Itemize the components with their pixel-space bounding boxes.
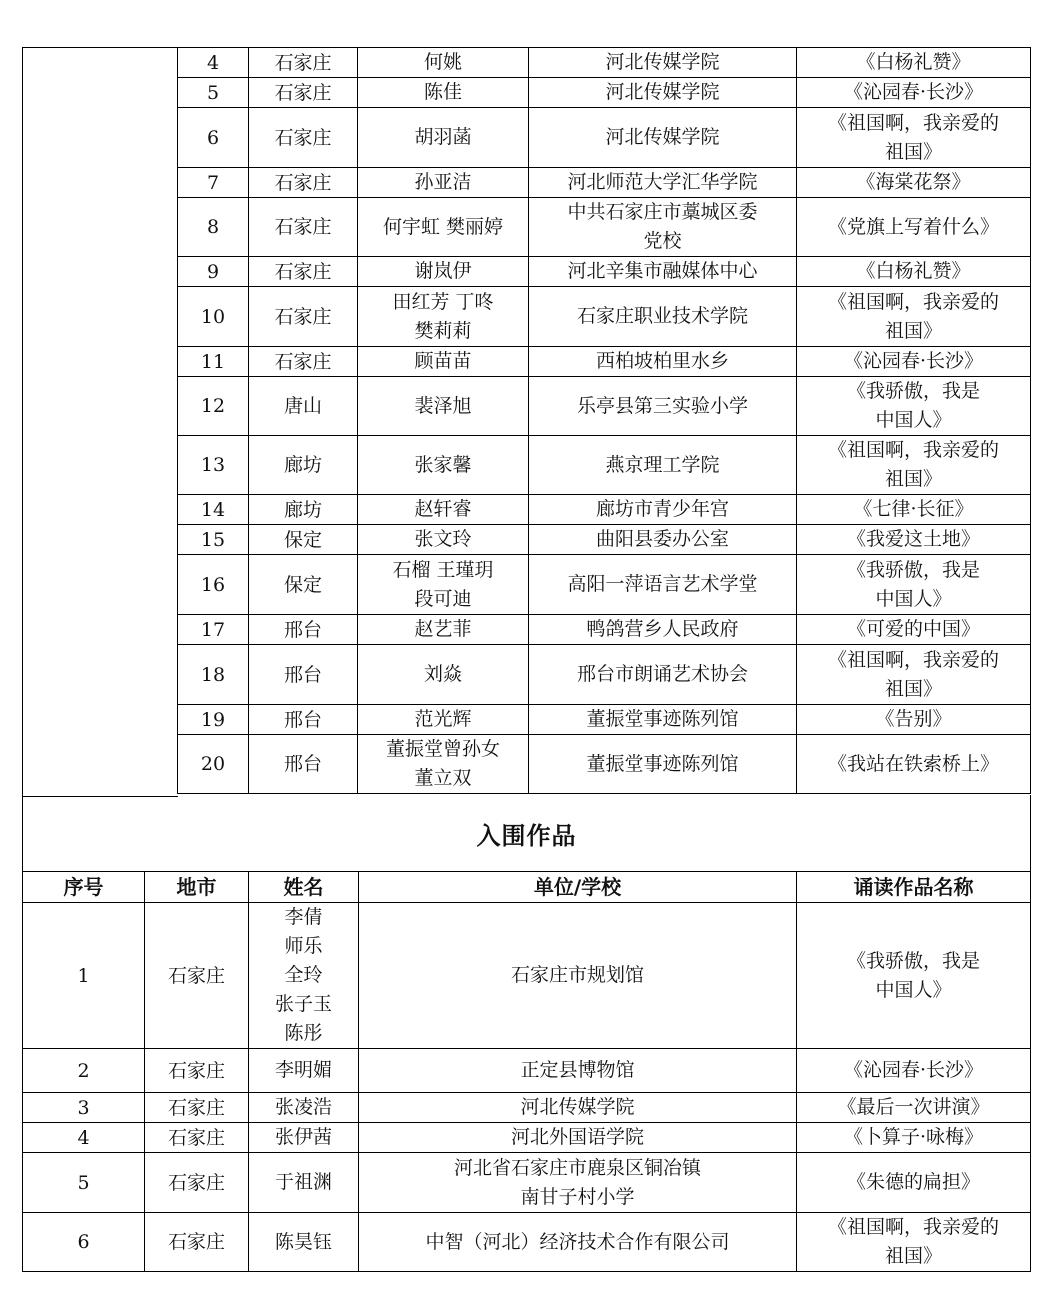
cell-city: 石家庄 <box>249 78 358 108</box>
cell-no: 6 <box>23 1213 145 1272</box>
cell-name <box>249 1213 359 1272</box>
cell-unit-line: 河北传媒学院 <box>520 1096 635 1118</box>
cell-name <box>249 1049 359 1093</box>
cell-no: 13 <box>178 436 249 495</box>
cell-city: 邢台 <box>249 645 358 705</box>
cell-unit <box>529 168 797 198</box>
cell-unit <box>529 525 797 555</box>
cell-name <box>358 48 529 78</box>
cell-city: 石家庄 <box>145 1123 249 1153</box>
cell-unit-line: 鸭鸽营乡人民政府 <box>586 618 739 640</box>
cell-work <box>797 555 1031 615</box>
header-unit: 单位/学校 <box>359 872 797 903</box>
cell-work <box>797 903 1031 1049</box>
cell-unit-line: 董振堂事迹陈列馆 <box>586 752 739 775</box>
cell-no: 4 <box>178 48 249 78</box>
cell-work-line: 《祖国啊，我亲爱的 <box>827 1216 999 1238</box>
header-row <box>23 872 1031 903</box>
cell-name-line: 董振堂曾孙女 <box>385 738 500 760</box>
cell-city: 石家庄 <box>145 1049 249 1093</box>
cell-unit <box>529 257 797 287</box>
cell-city: 邢台 <box>249 705 358 735</box>
table-row <box>178 495 1031 525</box>
cell-city: 石家庄 <box>249 198 358 257</box>
cell-work <box>797 615 1031 645</box>
cell-work <box>797 436 1031 495</box>
cell-name-line: 李倩 <box>284 906 323 928</box>
cell-unit <box>359 1153 797 1213</box>
cell-city: 邢台 <box>249 615 358 645</box>
cell-work-line: 《我站在铁索桥上》 <box>827 752 999 775</box>
cell-work-line: 《朱德的扁担》 <box>846 1171 980 1193</box>
cell-name <box>249 903 359 1049</box>
cell-work <box>797 48 1031 78</box>
cell-no: 20 <box>178 735 249 794</box>
cell-work <box>797 495 1031 525</box>
cell-name-line: 陈佳 <box>423 81 462 103</box>
table-row <box>178 705 1031 735</box>
cell-unit <box>529 615 797 645</box>
cell-unit <box>529 287 797 347</box>
cell-work <box>797 108 1031 168</box>
cell-work-line: 《可爱的中国》 <box>846 618 980 640</box>
cell-name-line: 张伊茜 <box>274 1126 332 1148</box>
cell-name-line: 顾苗苗 <box>414 350 472 372</box>
cell-unit <box>529 555 797 615</box>
cell-name <box>358 108 529 168</box>
cell-work <box>797 1123 1031 1153</box>
cell-city: 石家庄 <box>249 168 358 198</box>
cell-unit <box>529 377 797 436</box>
table-row <box>178 436 1031 495</box>
cell-work-line: 祖国》 <box>884 468 942 490</box>
cell-unit <box>359 1093 797 1123</box>
cell-city: 石家庄 <box>249 287 358 347</box>
cell-name <box>358 168 529 198</box>
cell-city: 廊坊 <box>249 495 358 525</box>
cell-name-line: 樊莉莉 <box>414 319 472 342</box>
cell-no: 10 <box>178 287 249 347</box>
cell-no: 14 <box>178 495 249 525</box>
table-row <box>178 735 1031 794</box>
cell-city: 石家庄 <box>145 903 249 1049</box>
table-row <box>23 1123 1031 1153</box>
cell-work-line: 祖国》 <box>884 677 942 700</box>
cell-no: 2 <box>23 1049 145 1093</box>
cell-no: 9 <box>178 257 249 287</box>
cell-name-line: 孙亚洁 <box>414 171 472 193</box>
cell-no: 19 <box>178 705 249 735</box>
cell-name <box>358 347 529 377</box>
cell-city: 保定 <box>249 555 358 615</box>
cell-name <box>358 436 529 495</box>
cell-work <box>797 525 1031 555</box>
cell-work-line: 中国人》 <box>875 978 952 1001</box>
cell-unit-line: 廊坊市青少年宫 <box>595 498 729 520</box>
cell-work <box>797 705 1031 735</box>
cell-name-line: 刘焱 <box>423 663 462 685</box>
table-row <box>23 1093 1031 1123</box>
cell-work-line: 《祖国啊，我亲爱的 <box>827 111 999 134</box>
cell-work-line: 《沁园春·长沙》 <box>843 1059 984 1081</box>
cell-work <box>797 1093 1031 1123</box>
cell-name-line: 段可迪 <box>414 587 472 610</box>
finalist-table <box>22 871 1031 1272</box>
cell-no: 8 <box>178 198 249 257</box>
cell-name-line: 何姚 <box>423 51 462 73</box>
table-row <box>178 377 1031 436</box>
cell-work-line: 《卜算子·咏梅》 <box>843 1126 984 1148</box>
cell-name-line: 范光辉 <box>414 708 472 730</box>
header-city: 地市 <box>145 872 249 903</box>
cell-city: 石家庄 <box>249 257 358 287</box>
cell-city: 石家庄 <box>249 347 358 377</box>
cell-name <box>358 645 529 705</box>
cell-unit-line: 河北师范大学汇华学院 <box>567 171 758 193</box>
cell-unit <box>359 903 797 1049</box>
merged-category-cell <box>22 47 178 797</box>
cell-unit-line: 河北辛集市融媒体中心 <box>567 260 758 282</box>
section-title: 入围作品 <box>476 820 577 850</box>
cell-work <box>797 1049 1031 1093</box>
cell-unit-line: 高阳一萍语言艺术学堂 <box>567 573 758 595</box>
cell-city: 石家庄 <box>249 108 358 168</box>
table-row <box>178 287 1031 347</box>
cell-unit-line: 石家庄市规划馆 <box>510 964 644 986</box>
table-row <box>178 525 1031 555</box>
cell-no: 17 <box>178 615 249 645</box>
cell-name <box>358 377 529 436</box>
table-row <box>178 198 1031 257</box>
cell-city: 石家庄 <box>145 1153 249 1213</box>
cell-city: 石家庄 <box>145 1213 249 1272</box>
cell-work-line: 《白杨礼赞》 <box>856 260 971 282</box>
cell-work-line: 《我爱这土地》 <box>846 528 980 550</box>
cell-unit <box>529 735 797 794</box>
cell-name-line: 裴泽旭 <box>414 394 472 417</box>
cell-work-line: 《沁园春·长沙》 <box>843 350 984 372</box>
cell-unit <box>529 495 797 525</box>
cell-name-line: 李明媚 <box>274 1059 332 1081</box>
cell-work-line: 中国人》 <box>875 587 952 610</box>
table-row <box>178 48 1031 78</box>
table-row <box>23 1049 1031 1093</box>
cell-unit <box>529 108 797 168</box>
header-name: 姓名 <box>249 872 359 903</box>
cell-name-line: 全玲 <box>284 964 323 986</box>
cell-work-line: 《党旗上写着什么》 <box>827 215 999 238</box>
table-row <box>178 168 1031 198</box>
cell-work-line: 《我骄傲，我是 <box>846 380 980 402</box>
cell-name-line: 何宇虹 樊丽婷 <box>382 215 504 238</box>
cell-name <box>358 287 529 347</box>
cell-work-line: 祖国》 <box>884 319 942 342</box>
cell-unit-line: 河北传媒学院 <box>605 51 720 73</box>
table-row <box>178 108 1031 168</box>
cell-unit-line: 西柏坡柏里水乡 <box>595 350 729 372</box>
cell-city: 廊坊 <box>249 436 358 495</box>
cell-unit-line: 河北传媒学院 <box>605 81 720 103</box>
cell-unit-line: 乐亭县第三实验小学 <box>576 394 748 417</box>
cell-city: 邢台 <box>249 735 358 794</box>
table-row <box>178 257 1031 287</box>
cell-name <box>358 525 529 555</box>
cell-unit <box>529 78 797 108</box>
cell-unit-line: 党校 <box>643 230 682 252</box>
cell-name <box>249 1153 359 1213</box>
cell-name-line: 石榴 王瑾玥 <box>392 558 494 581</box>
cell-unit-line: 董振堂事迹陈列馆 <box>586 708 739 730</box>
cell-no: 6 <box>178 108 249 168</box>
cell-work-line: 《祖国啊，我亲爱的 <box>827 439 999 461</box>
section-header <box>22 795 1031 872</box>
cell-name-line: 陈昊钰 <box>274 1230 332 1253</box>
cell-unit-line: 燕京理工学院 <box>605 453 720 476</box>
cell-unit-line: 中共石家庄市藁城区委 <box>567 201 758 223</box>
cell-unit-line: 邢台市朗诵艺术协会 <box>576 663 748 685</box>
table-row <box>178 555 1031 615</box>
table-row <box>178 615 1031 645</box>
cell-no: 11 <box>178 347 249 377</box>
cell-work-line: 祖国》 <box>884 1245 942 1267</box>
cell-name-line: 谢岚伊 <box>414 260 472 282</box>
cell-unit <box>529 645 797 705</box>
cell-unit <box>359 1123 797 1153</box>
cell-unit-line: 中智（河北）经济技术合作有限公司 <box>425 1230 730 1253</box>
cell-work-line: 《我骄傲，我是 <box>846 558 980 581</box>
cell-unit-line: 石家庄职业技术学院 <box>576 305 748 327</box>
cell-name-line: 张凌浩 <box>274 1096 332 1118</box>
cell-unit-line: 河北外国语学院 <box>510 1126 644 1148</box>
cell-unit <box>529 705 797 735</box>
cell-work <box>797 1153 1031 1213</box>
cell-unit-line: 河北传媒学院 <box>605 126 720 148</box>
cell-name-line: 赵轩睿 <box>414 498 472 520</box>
cell-name-line: 赵艺菲 <box>414 618 472 640</box>
cell-no: 1 <box>23 903 145 1049</box>
cell-no: 5 <box>23 1153 145 1213</box>
cell-name-line: 陈彤 <box>284 1022 323 1044</box>
cell-no: 16 <box>178 555 249 615</box>
cell-unit <box>529 436 797 495</box>
cell-unit <box>359 1049 797 1093</box>
cell-unit <box>529 347 797 377</box>
cell-name <box>358 615 529 645</box>
cell-work <box>797 645 1031 705</box>
cell-work-line: 《最后一次讲演》 <box>837 1096 990 1118</box>
cell-work-line: 祖国》 <box>884 140 942 163</box>
cell-name <box>358 198 529 257</box>
table-row <box>23 903 1031 1049</box>
cell-name <box>358 257 529 287</box>
cell-work <box>797 287 1031 347</box>
cell-work-line: 《海棠花祭》 <box>856 171 971 193</box>
cell-work <box>797 168 1031 198</box>
cell-no: 3 <box>23 1093 145 1123</box>
cell-unit-line: 河北省石家庄市鹿泉区铜冶镇 <box>453 1156 701 1179</box>
table-row <box>178 347 1031 377</box>
cell-name <box>358 78 529 108</box>
cell-work <box>797 198 1031 257</box>
cell-name-line: 师乐 <box>284 935 323 957</box>
cell-name <box>358 705 529 735</box>
cell-no: 18 <box>178 645 249 705</box>
cell-no: 7 <box>178 168 249 198</box>
cell-name <box>358 735 529 794</box>
cell-name-line: 田红芳 丁咚 <box>392 290 494 313</box>
cell-city: 石家庄 <box>145 1093 249 1123</box>
table-row <box>178 645 1031 705</box>
cell-work <box>797 347 1031 377</box>
table-row <box>178 78 1031 108</box>
cell-name <box>358 555 529 615</box>
cell-work <box>797 377 1031 436</box>
cell-work-line: 《祖国啊，我亲爱的 <box>827 648 999 671</box>
cell-work <box>797 257 1031 287</box>
cell-name-line: 张家馨 <box>414 453 472 476</box>
cell-no: 4 <box>23 1123 145 1153</box>
cell-unit-line: 南甘子村小学 <box>520 1185 635 1208</box>
cell-work-line: 《白杨礼赞》 <box>856 51 971 73</box>
cell-name <box>358 495 529 525</box>
cell-unit <box>529 198 797 257</box>
cell-work <box>797 1213 1031 1272</box>
table-row <box>23 1153 1031 1213</box>
cell-work-line: 《祖国啊，我亲爱的 <box>827 290 999 313</box>
cell-no: 12 <box>178 377 249 436</box>
cell-no: 5 <box>178 78 249 108</box>
cell-name-line: 董立双 <box>414 767 472 789</box>
cell-work-line: 中国人》 <box>875 409 952 431</box>
header-work: 诵读作品名称 <box>797 872 1031 903</box>
cell-city: 保定 <box>249 525 358 555</box>
cell-work-line: 《七律·长征》 <box>853 498 974 520</box>
table-row <box>23 1213 1031 1272</box>
cell-name-line: 胡羽菡 <box>414 126 472 148</box>
cell-no: 15 <box>178 525 249 555</box>
cell-name-line: 于祖渊 <box>274 1171 332 1193</box>
cell-name <box>249 1123 359 1153</box>
header-no: 序号 <box>23 872 145 903</box>
cell-unit-line: 正定县博物馆 <box>520 1059 635 1081</box>
cell-work <box>797 78 1031 108</box>
cell-work <box>797 735 1031 794</box>
cell-city: 唐山 <box>249 377 358 436</box>
cell-unit <box>359 1213 797 1272</box>
cell-work-line: 《沁园春·长沙》 <box>843 81 984 103</box>
cell-unit <box>529 48 797 78</box>
award-table-upper <box>177 47 1031 794</box>
cell-city: 石家庄 <box>249 48 358 78</box>
cell-unit-line: 曲阳县委办公室 <box>595 528 729 550</box>
cell-name-line: 张子玉 <box>274 993 332 1015</box>
cell-name <box>249 1093 359 1123</box>
cell-work-line: 《我骄傲，我是 <box>846 949 980 972</box>
cell-name-line: 张文玲 <box>414 528 472 550</box>
cell-work-line: 《告别》 <box>875 708 952 730</box>
